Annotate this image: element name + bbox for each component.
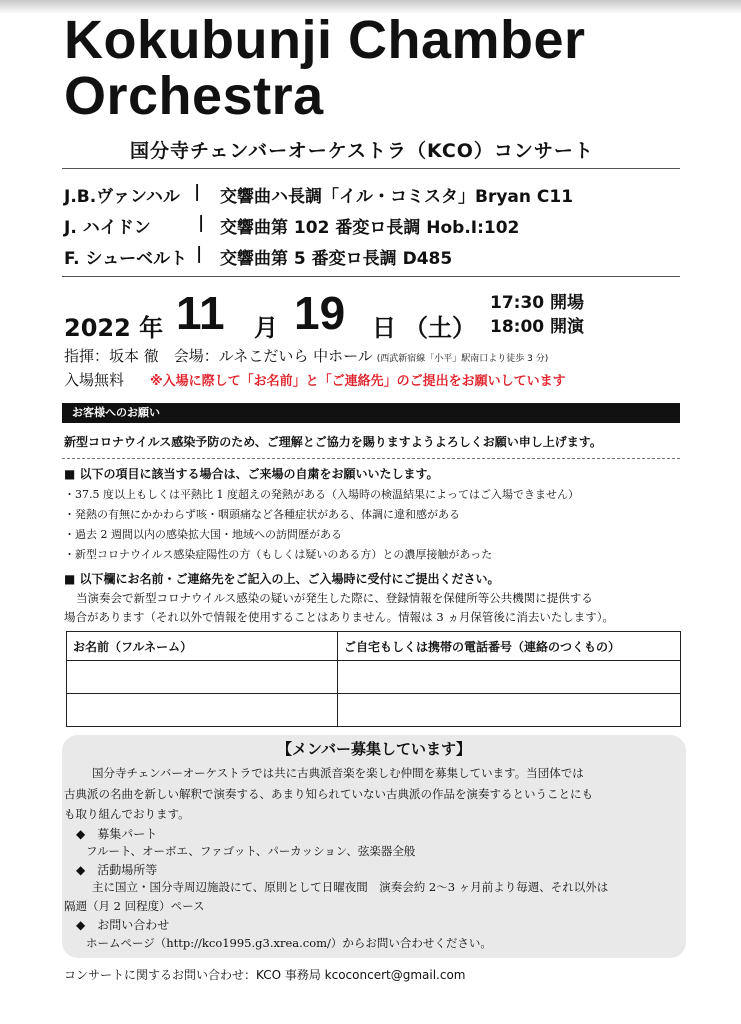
date-month-unit: 月 [254, 314, 278, 342]
request-intro: 新型コロナウイルス感染予防のため、ご理解とご協力を賜りますようよろしくお願い申し上げます。 [64, 435, 602, 449]
form-row [67, 694, 681, 727]
program-separator: | [198, 213, 205, 233]
form-col-phone: ご自宅もしくは携帯の電話番号（連絡のつくもの） [338, 632, 681, 661]
contact-text: ホームページ（http://kco1995.g3.xrea.com/）からお問い合わせください。 [86, 936, 492, 950]
venue-access: (西武新宿線「小平」駅南口より徒歩 3 分) [376, 354, 549, 364]
title-line-2: Orchestra [64, 66, 324, 126]
member-recruitment-box [62, 735, 686, 958]
place-heading: ◆ 活動場所等 [76, 863, 158, 877]
program-work: 交響曲第 5 番変ロ長調 D485 [220, 249, 453, 269]
date-day-unit: 日 [372, 314, 396, 342]
place-line-2: 隔週（月 2 回程度）ペース [64, 899, 205, 913]
member-intro-1: 国分寺チェンバーオーケストラでは共に古典派音楽を楽しむ仲間を募集しています。当団体では [92, 766, 584, 780]
privacy-line-2: 場合があります（それ以外で情報を使用することはありません。情報は 3 ヵ月保管後に消去いたします）。 [64, 610, 615, 624]
footer-contact: コンサートに関するお問い合わせ：KCO 事務局 kcoconcert@gmail.com [64, 968, 466, 982]
form-col-name: お名前（フルネーム） [67, 632, 338, 661]
divider-top [62, 168, 680, 169]
conductor-venue-text: 指揮：坂本 徹 会場：ルネこだいら 中ホール [64, 347, 373, 365]
divider-dashed [62, 458, 680, 459]
phone-field[interactable] [338, 661, 681, 694]
privacy-line-1: 当演奏会で新型コロナウイルス感染の疑いが発生した際に、登録情報を保健所等公共機関に提供する [76, 591, 593, 605]
member-intro-3: も取り組んでおります。 [64, 807, 190, 821]
conductor-venue [64, 345, 548, 366]
program-composer: J. ハイドン [64, 218, 151, 238]
phone-field[interactable] [338, 694, 681, 727]
title-line-1: Kokubunji Chamber [64, 10, 586, 70]
program-work: 交響曲第 102 番変ロ長調 Hob.I:102 [220, 218, 520, 238]
date-day: 19 [294, 287, 346, 339]
contact-heading: ◆ お問い合わせ [76, 918, 170, 932]
parts-list: フルート、オーボエ、ファゴット、パーカッション、弦楽器全般 [86, 844, 416, 858]
refrain-item: ・37.5 度以上もしくは平熱比 1 度超えの発熱がある（入場時の検温結果によってはご入場できません） [64, 488, 579, 501]
form-row [67, 661, 681, 694]
request-section-bar: お客様へのお願い [62, 403, 680, 423]
form-heading: ■ 以下欄にお名前・ご連絡先をご記入の上、ご入場時に受付にご提出ください。 [64, 572, 500, 586]
admission: 入場無料 [64, 371, 125, 389]
admission-note: ※入場に際して「お名前」と「ご連絡先」のご提出をお願いしています [150, 374, 566, 389]
name-field[interactable] [67, 694, 338, 727]
refrain-item: ・発熱の有無にかかわらず咳・咽頭痛など各種症状がある、体調に違和感がある [64, 508, 460, 521]
open-time: 17:30 開場 [490, 293, 585, 313]
member-title: 【メンバー募集しています】 [277, 740, 471, 758]
refrain-item: ・過去 2 週間以内の感染拡大国・地域への訪問歴がある [64, 528, 342, 541]
program-separator: | [194, 182, 201, 202]
contact-form-table [66, 631, 681, 727]
start-time: 18:00 開演 [490, 317, 585, 337]
date-year: 2022 年 [64, 314, 164, 342]
member-intro-2: 古典派の名曲を新しい解釈で演奏する、あまり知られていない古典派の作品を演奏するということにも [64, 787, 593, 801]
program-composer: F. シューベルト [64, 249, 188, 269]
date-month: 11 [176, 287, 225, 339]
parts-heading: ◆ 募集パート [76, 827, 158, 841]
refrain-item: ・新型コロナウイルス感染症陽性の方（もしくは疑いのある方）との濃厚接触があった [64, 548, 493, 561]
page-title [64, 12, 704, 124]
divider-program [62, 276, 680, 277]
refrain-heading: ■ 以下の項目に該当する場合は、ご来場の自粛をお願いいたします。 [64, 467, 439, 481]
program-composer: J.B.ヴァンハル [64, 187, 180, 207]
form-header-row [67, 632, 681, 661]
date-weekday: （土） [404, 314, 476, 342]
place-line-1: 主に国立・国分寺周辺施設にて、原則として日曜夜間 演奏会約 2～3 ヶ月前より毎週、それ以外は [92, 880, 609, 894]
program-separator: | [196, 244, 203, 264]
concert-subtitle: 国分寺チェンバーオーケストラ（KCO）コンサート [130, 140, 594, 162]
name-field[interactable] [67, 661, 338, 694]
program-work: 交響曲ハ長調「イル・コミスタ」Bryan C11 [220, 187, 574, 207]
